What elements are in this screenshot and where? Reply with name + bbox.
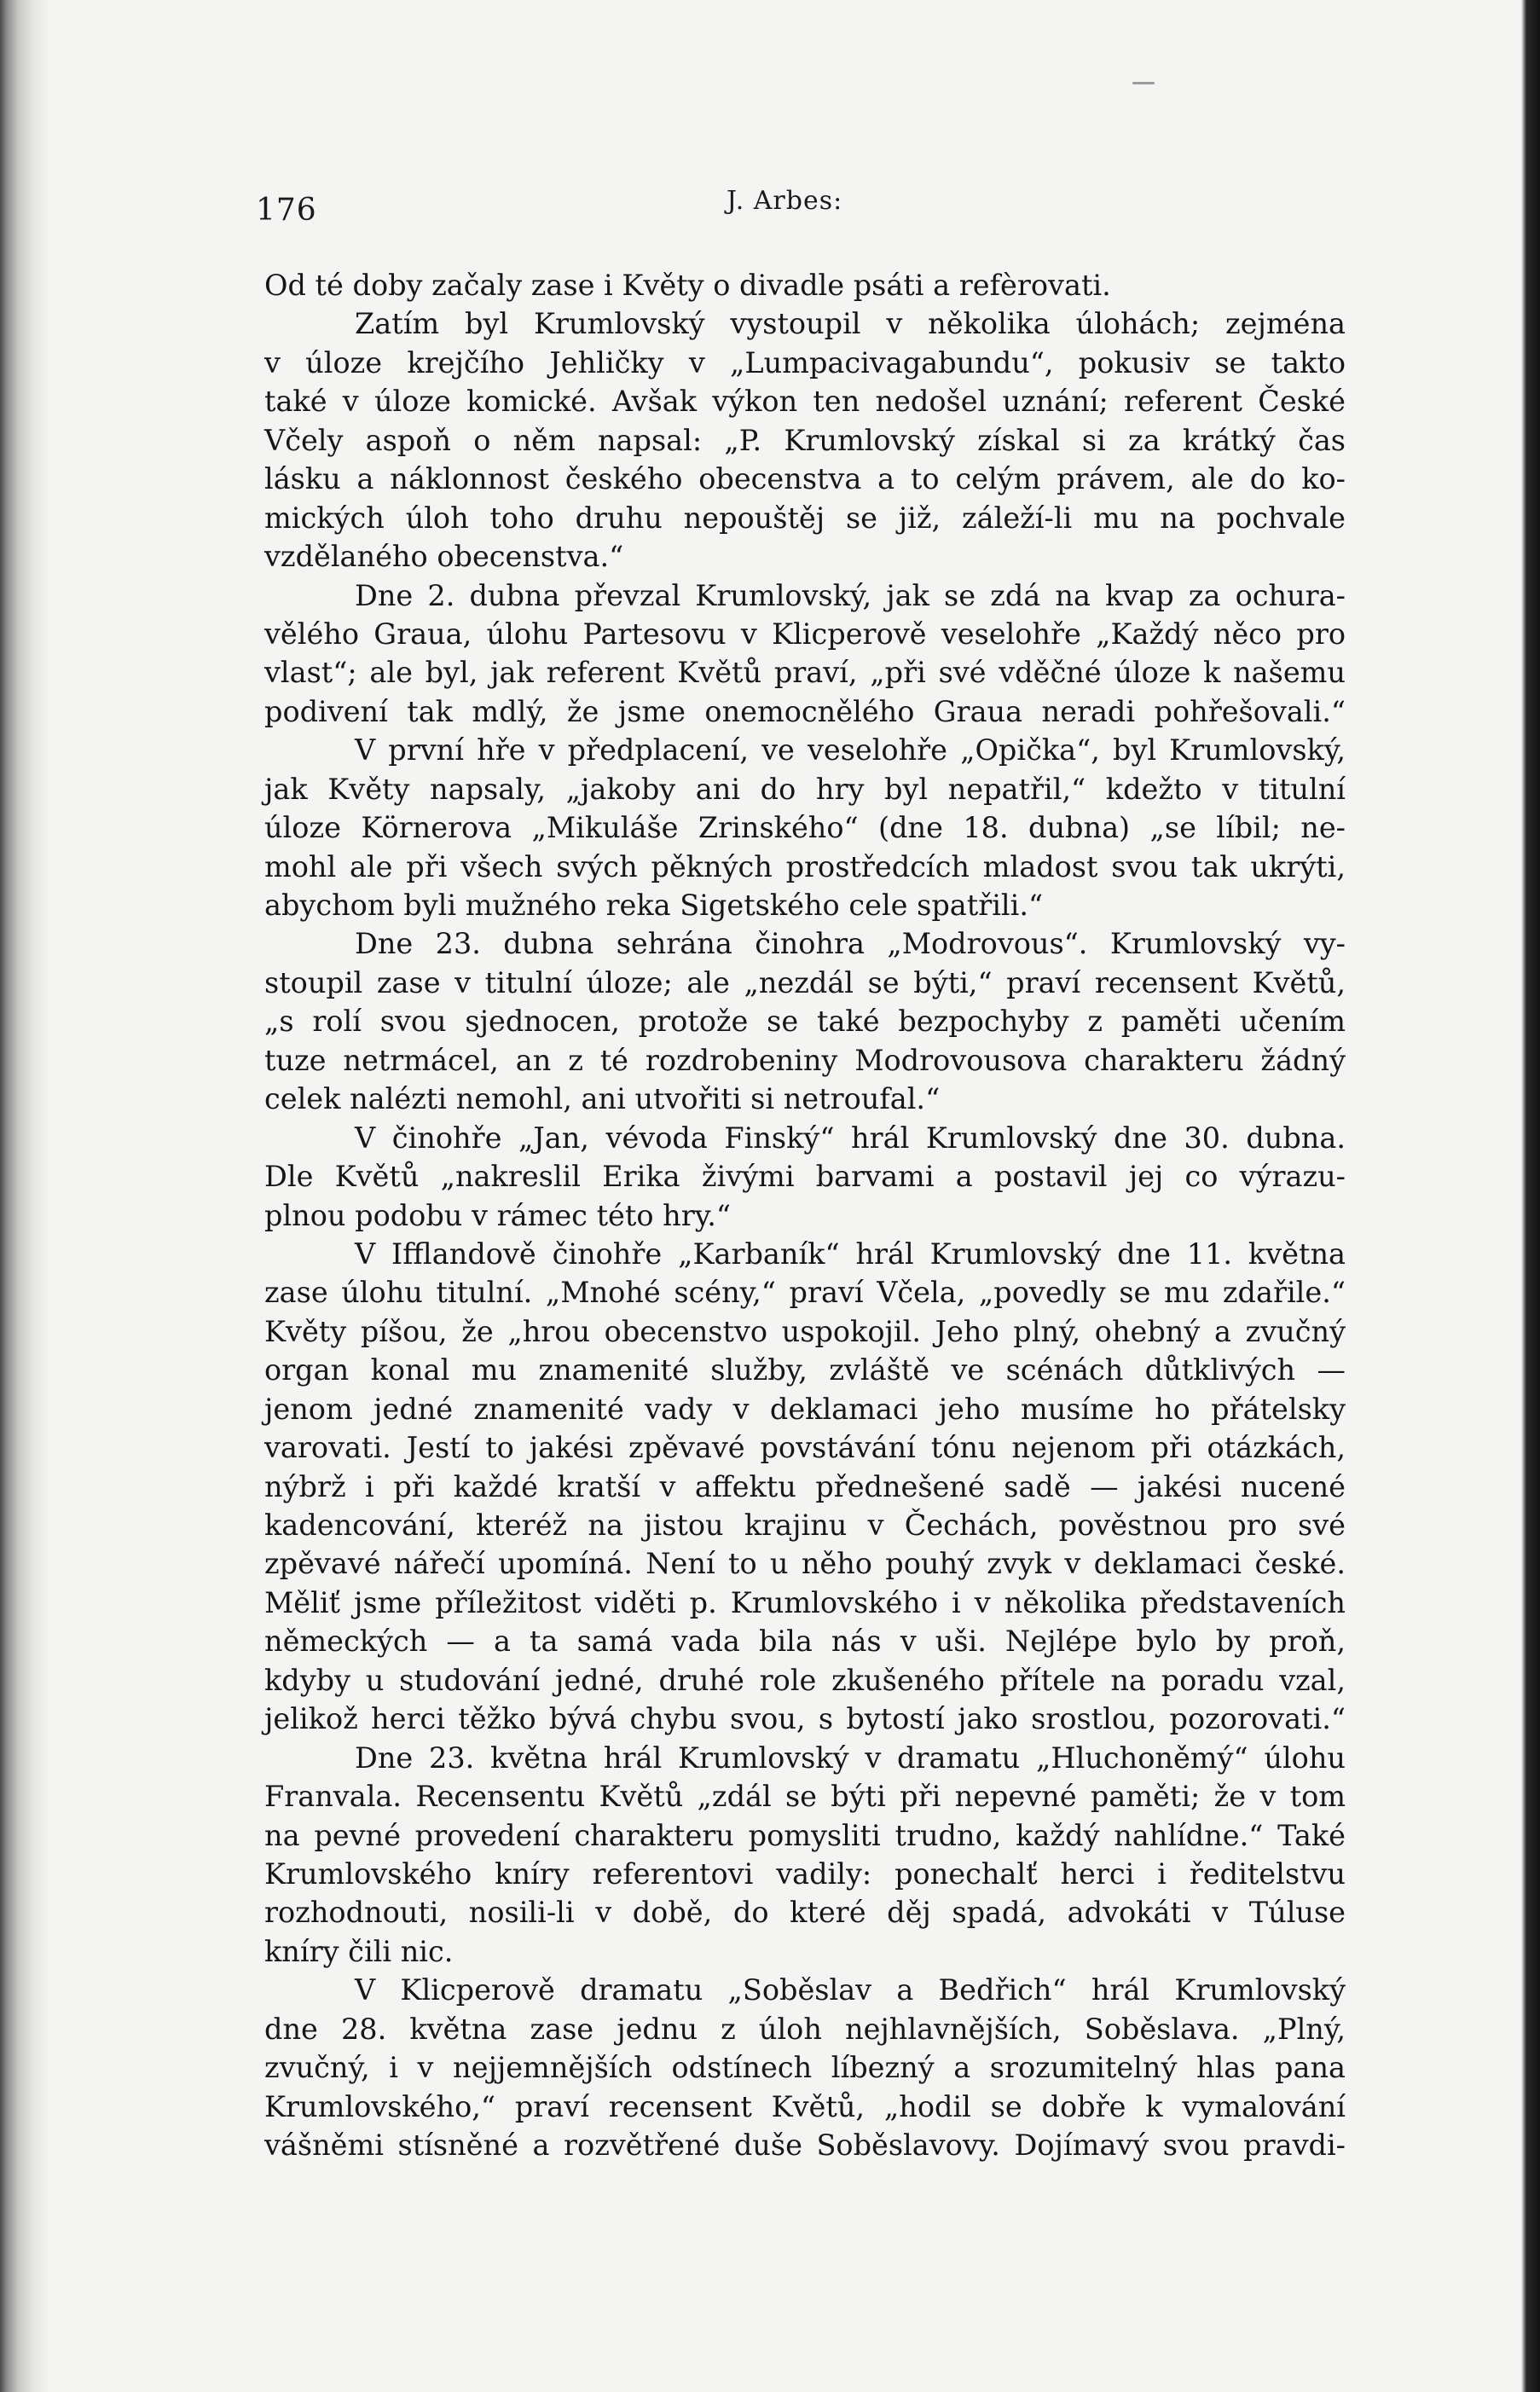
text-line: zvučný, i v nejjemnějších odstínech líbezný a srozumitelný hlas pana	[264, 2051, 1346, 2085]
text-line: kadencování, kteréž na jistou krajinu v Čechách, pověstnou pro své	[264, 1509, 1346, 1542]
text-line: stoupil zase v titulní úloze; ale „nezdál se býti,“ praví recensent Květů,	[264, 965, 1346, 999]
text-line: mohl ale při všech svých pěkných prostředcích mladost svou tak ukrýti,	[264, 849, 1346, 883]
text-line: V činohře „Jan, vévoda Finský“ hrál Krumlovský dne 30. dubna.	[355, 1121, 1346, 1155]
page-header	[256, 181, 1347, 232]
text-line: Dne 2. dubna převzal Krumlovský, jak se zdá na kvap za ochura-	[355, 578, 1346, 612]
text-line: Dne 23. dubna sehrána činohra „Modrovous“. Krumlovský vy-	[355, 927, 1346, 961]
binding-shadow	[0, 0, 49, 2392]
text-line: V Klicperově dramatu „Soběslav a Bedřich“ hrál Krumlovský	[355, 1973, 1346, 2007]
text-line: dne 28. května zase jednu z úloh nejhlavnějších, Soběslava. „Plný,	[264, 2012, 1346, 2046]
text-line: V první hře v předplacení, ve veselohře „Opička“, byl Krumlovský,	[355, 733, 1346, 767]
text-line: celek nalézti nemohl, ani utvořiti si netroufal.“	[264, 1082, 941, 1116]
text-line: podivení tak mdlý, že jsme onemocnělého Graua neradi pohřešovali.“	[264, 694, 1346, 728]
text-line: také v úloze komické. Avšak výkon ten nedošel uznání; referent České	[264, 385, 1346, 419]
text-line: Včely aspoň o něm napsal: „P. Krumlovský získal si za krátký čas	[264, 423, 1346, 457]
text-line: jenom jedné znamenité vady v deklamaci jeho musíme ho přátelsky	[264, 1392, 1346, 1426]
text-line: Krumlovského,“ praví recensent Květů, „hodil se dobře k vymalování	[264, 2089, 1346, 2123]
text-line: Měliť jsme příležitost viděti p. Krumlovského i v několika představeních	[264, 1585, 1346, 1619]
text-line: Květy píšou, že „hrou obecenstvo uspokojil. Jeho plný, ohebný a zvučný	[264, 1314, 1346, 1348]
text-line: V Ifflandově činohře „Karbaník“ hrál Krumlovský dne 11. května	[355, 1237, 1346, 1271]
text-line: Zatím byl Krumlovský vystoupil v několika úlohách; zejména	[355, 307, 1346, 341]
text-line: německých — a ta samá vada bila nás v uši. Nejlépe bylo by proň,	[264, 1625, 1346, 1659]
text-line: jelikož herci těžko bývá chybu svou, s bytostí jako srostlou, pozorovati.“	[264, 1702, 1346, 1736]
text-line: organ konal mu znamenité služby, zvláště ve scénách důtklivých —	[264, 1353, 1346, 1387]
text-line: vělého Graua, úlohu Partesovu v Klicperově veselohře „Každý něco pro	[264, 617, 1346, 651]
text-line: Krumlovského kníry referentovi vadily: ponechalť herci i ředitelstvu	[264, 1856, 1346, 1891]
text-line: Franvala. Recensentu Květů „zdál se býti při nepevné paměti; že v tom	[264, 1780, 1346, 1814]
text-line: na pevné provedení charakteru pomysliti trudno, každý nahlídne.“ Také	[264, 1818, 1346, 1852]
text-line: zase úlohu titulní. „Mnohé scény,“ praví Včela, „povedly se mu zdařile.“	[264, 1276, 1346, 1310]
text-line: lásku a náklonnost českého obecenstva a to celým právem, ale do ko-	[264, 462, 1346, 496]
text-line: kdyby u studování jedné, druhé role zkušeného přítele na poradu vzal,	[264, 1663, 1346, 1697]
text-line: vzdělaného obecenstva.“	[264, 540, 624, 574]
page-edge	[1521, 0, 1540, 2392]
scan-mark	[1132, 82, 1155, 84]
text-line: kníry čili nic.	[264, 1934, 454, 1968]
text-line: Od té doby začaly zase i Květy o divadle psáti a refèrovati.	[264, 269, 1111, 302]
text-line: vlast“; ale byl, jak referent Květů praví, „při své vděčné úloze k našemu	[264, 656, 1346, 690]
text-line: varovati. Jestí to jakési zpěvavé povstávání tónu nejenom při otázkách,	[264, 1431, 1346, 1465]
text-line: mických úloh toho druhu nepouštěj se již, záleží-li mu na pochvale	[264, 501, 1346, 535]
running-head: J. Arbes:	[727, 186, 843, 216]
text-line: úloze Körnerova „Mikuláše Zrinského“ (dne 18. dubna) „se líbil; ne-	[264, 811, 1346, 845]
text-line: abychom byli mužného reka Sigetského cele spatřili.“	[264, 889, 1044, 922]
text-line: zpěvavé nářečí upomíná. Není to u něho pouhý zvyk v deklamaci české.	[264, 1547, 1346, 1581]
page-number: 176	[256, 193, 317, 228]
text-line: Dle Květů „nakreslil Erika živými barvami a postavil jej co výrazu-	[264, 1160, 1346, 1194]
text-line: Dne 23. května hrál Krumlovský v dramatu „Hluchoněmý“ úlohu	[355, 1740, 1346, 1775]
text-line: tuze netrmácel, an z té rozdrobeniny Modrovousova charakteru žádný	[264, 1043, 1346, 1077]
text-line: plnou podobu v rámec této hry.“	[264, 1198, 731, 1232]
text-line: vášněmi stísněné a rozvětřené duše Soběslavovy. Dojímavý svou pravdi-	[264, 2128, 1346, 2162]
text-line: v úloze krejčího Jehličky v „Lumpacivagabundu“, pokusiv se takto	[264, 345, 1346, 379]
text-line: rozhodnouti, nosili-li v době, do které děj spadá, advokáti v Túluse	[264, 1896, 1346, 1930]
text-line: jak Květy napsaly, „jakoby ani do hry byl nepatřil,“ kdežto v titulní	[264, 772, 1346, 806]
text-line: „s rolí svou sjednocen, protože se také bezpochyby z paměti učením	[264, 1005, 1346, 1039]
text-line: nýbrž i při každé kratší v affektu přednešené sadě — jakési nucené	[264, 1469, 1346, 1503]
body-text	[264, 266, 1346, 2164]
